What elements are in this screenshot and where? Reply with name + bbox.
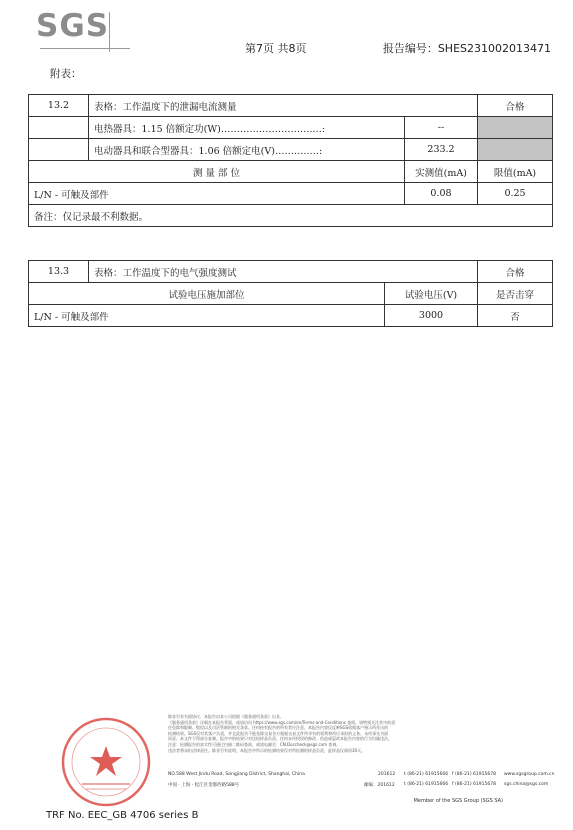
leakage-current-table xyxy=(28,94,553,227)
page-number: 第7页 共8页 xyxy=(245,42,307,55)
column-header: 是否击穿 xyxy=(478,283,553,305)
clause-number: 13.3 xyxy=(29,261,89,283)
column-header: 实测值(mA) xyxy=(405,161,478,183)
table-title: 表格：工作温度下的泄漏电流测量 xyxy=(89,95,478,117)
heating-appliance-label: 电热器具：1.15 倍额定功(W)………………………..…: xyxy=(89,117,405,139)
motor-appliance-value: 233.2 xyxy=(405,139,478,161)
table-row xyxy=(29,139,553,161)
verdict: 合格 xyxy=(478,95,553,117)
trf-number: TRF No. EEC_GB 4706 series B xyxy=(46,810,199,821)
disclaimer-line: 同意，本文件不得部分复制。报告中的结果只对送检样品负责。任何未经授权的修改、伪造或篡改本报告内容的行为均属违法， xyxy=(168,736,392,742)
web-cn: sgs.china@sgs.com xyxy=(504,782,549,787)
measure-location: L/N - 可触及部件 xyxy=(29,183,405,205)
disclaimer-line: 检测结果。SGS仅对其客户负责，并且此报告不能免除交易各方根据交易文件所享有的权利和所应承担的义务。未经事先书面 xyxy=(168,730,389,736)
table-row xyxy=(29,183,553,205)
empty-cell xyxy=(29,139,89,161)
table-row xyxy=(29,261,553,283)
shaded-cell xyxy=(478,139,553,161)
report-number: 报告编号：SHES231002013471 xyxy=(382,42,551,55)
test-location: L/N - 可触及部件 xyxy=(29,305,385,327)
heating-appliance-value: -- xyxy=(405,117,478,139)
column-header: 试验电压施加部位 xyxy=(29,283,385,305)
table-row xyxy=(29,95,553,117)
sgs-logo xyxy=(34,8,134,48)
electric-strength-table xyxy=(28,260,553,327)
fax-en: f (86-21) 61915678 xyxy=(452,772,496,777)
table-header-row xyxy=(29,283,553,305)
tel-cn: t (86-21) 61915666 xyxy=(404,782,449,787)
clause-number: 13.2 xyxy=(29,95,89,117)
sgs-logo-text: SGS xyxy=(36,8,110,44)
breakdown-result: 否 xyxy=(478,305,553,327)
address-en: NO.588 West Jindu Road, Songjiang District, Shanghai, China xyxy=(168,772,305,777)
appendix-label: 附表： xyxy=(50,68,82,80)
table-row xyxy=(29,305,553,327)
disclaimer-line: 任免除和限制，赔偿以及司法管辖的相关条款。任何持有报告的所有者应注意，本报告内容仅反映SGS依据客户指示所作出的 xyxy=(168,725,389,731)
tel-en: t (86-21) 61915666 xyxy=(404,772,449,777)
table-title: 表格：工作温度下的电气强度测试 xyxy=(89,261,478,283)
table-row xyxy=(29,205,553,227)
web-en: www.sgsgroup.com.cn xyxy=(504,772,555,777)
table-row xyxy=(29,117,553,139)
column-header: 测 量 部 位 xyxy=(29,161,405,183)
shaded-cell xyxy=(478,117,553,139)
motor-appliance-label: 电动器具和联合型器具：1.06 倍额定电(V)………..…: xyxy=(89,139,405,161)
table-header-row xyxy=(29,161,553,183)
table-note: 备注：仅记录最不利数据。 xyxy=(29,205,553,227)
footer xyxy=(60,712,560,812)
verdict: 合格 xyxy=(478,261,553,283)
logo-vertical-rule xyxy=(109,12,110,52)
disclaimer-line: 违法者将承担法律责任。除非另有说明，本报告中所示的检测结果仅对所检测的样品负责，此样品仅保留30天。 xyxy=(168,747,366,753)
member-statement: Member of the SGS Group (SGS SA) xyxy=(413,798,503,804)
disclaimer-line: 《服务通用条款》详载在本报告背面，或请访问 https://www.sgs.com/en/Terms-and-Conditions 查阅。请特别关注其中的责 xyxy=(168,719,396,725)
postcode-cn: 邮编：201612 xyxy=(364,783,395,788)
measured-value: 0.08 xyxy=(405,183,478,205)
company-seal-icon xyxy=(60,716,152,808)
disclaimer xyxy=(168,714,560,753)
postcode-en: 201612 xyxy=(378,772,396,777)
column-header: 限值(mA) xyxy=(478,161,553,183)
address-cn: 中国 · 上海 · 松江区金都西路588号 xyxy=(168,783,240,788)
limit-value: 0.25 xyxy=(478,183,553,205)
empty-cell xyxy=(29,117,89,139)
column-header: 试验电压(V) xyxy=(385,283,478,305)
disclaimer-line: 注意：检测报告的真实性可通过扫描二维码查询，或请电邮至：CN.Doccheck@sgs.com 查询。 xyxy=(168,741,341,747)
test-voltage: 3000 xyxy=(385,305,478,327)
logo-horizontal-rule xyxy=(40,48,130,49)
disclaimer-line: 除非另有书面协议，本报告由本公司依据《服务通用条款》出具， xyxy=(168,714,284,719)
fax-cn: f (86-21) 61915678 xyxy=(452,782,496,787)
